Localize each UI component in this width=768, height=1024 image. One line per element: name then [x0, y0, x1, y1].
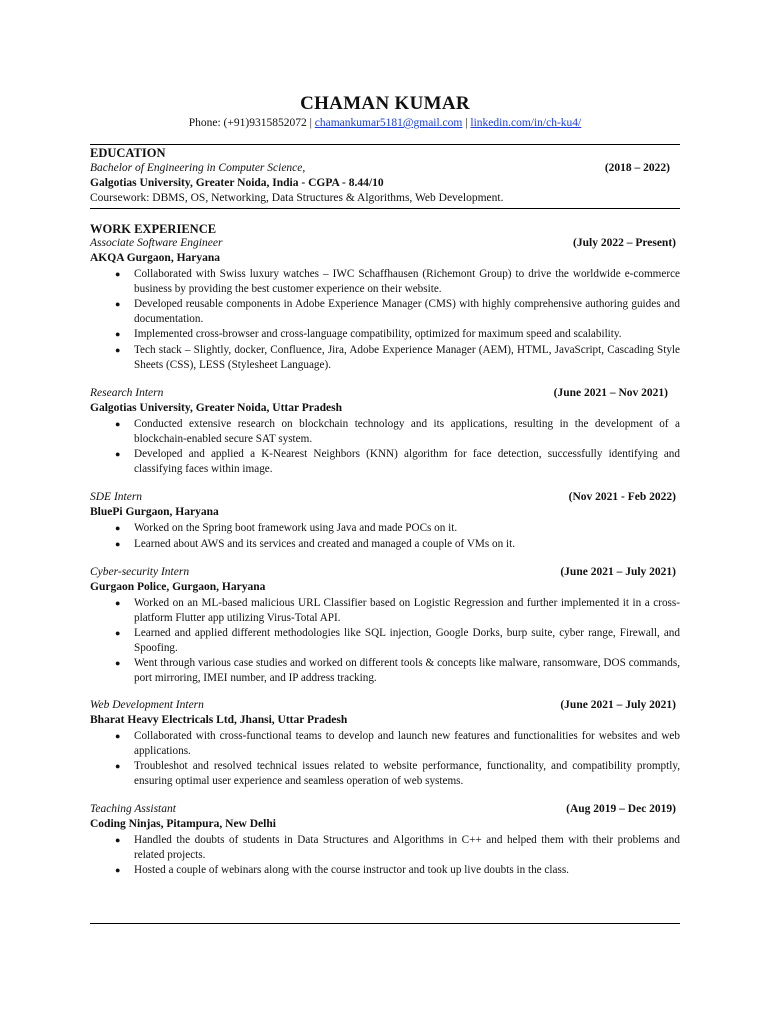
list-item: ● Learned about AWS and its services and created and managed a couple of VMs on it.: [115, 537, 516, 550]
list-item: ● Tech stack – Slightly, docker, Confluence, Jira, Adobe Experience Manager (AEM), HTML, JavaScript, Cascading Style Sheets (CSS), LESS (Stylesheet Language).: [115, 343, 680, 371]
list-item: ● Collaborated with cross-functional teams to develop and launch new features and functionalities for websites and web applications.: [115, 730, 680, 757]
bullet-icon: ●: [115, 523, 121, 533]
list-item: ● Worked on an ML-based malicious URL Classifier based on Logistic Regression and further implemented it in a cross-platform Flutter app utilizing Virus-Total API.: [115, 597, 680, 624]
list-item: ● Hosted a couple of webinars along with the course instructor and took up live doubts in the class.: [115, 864, 569, 877]
job-company: Gurgaon Police, Gurgaon, Haryana: [90, 581, 266, 593]
list-item: ● Went through various case studies and worked on different tools & concepts like malware, ransomware, DOS commands, port mirroring, IMEI number, and IP address tracking.: [115, 657, 680, 684]
bullet-icon: ●: [115, 449, 121, 460]
list-item: ● Developed and applied a K-Nearest Neighbors (KNN) algorithm for face detection, successfully identifying and classifying faces within image.: [115, 448, 680, 475]
bullet-icon: ●: [115, 329, 121, 340]
bullet-icon: ●: [115, 269, 121, 279]
list-item: ● Collaborated with Swiss luxury watches – IWC Schaffhausen (Richemont Group) to drive the worldwide e-commerce business by providing the best customer experience on their website.: [115, 268, 680, 295]
job-bullets: [90, 417, 680, 477]
work-heading: WORK EXPERIENCE: [90, 222, 217, 236]
job-bullets: [90, 521, 680, 552]
contact-line: [90, 117, 680, 129]
education-degree: Bachelor of Engineering in Computer Science,: [90, 162, 306, 174]
list-item: ● Learned and applied different methodologies like SQL injection, Google Dorks, burp suite, cyber range, Firewall, and Spoofing.: [115, 627, 680, 654]
education-coursework: Coursework: DBMS, OS, Networking, Data Structures & Algorithms, Web Development.: [90, 192, 504, 204]
education-institution: Galgotias University, Greater Noida, India - CGPA - 8.44/10: [90, 177, 384, 189]
bullet-icon: ●: [115, 761, 121, 772]
contact-separator: |: [462, 117, 471, 129]
list-item: ● Troubleshot and resolved technical issues related to website performance, functionality, and compatibility promptly, ensuring optimal user experience and seamless operation of web systems.: [115, 760, 680, 787]
job-role: SDE Intern: [90, 491, 143, 503]
job-company: AKQA Gurgaon, Haryana: [90, 252, 221, 264]
job-dates: (June 2021 – July 2021): [560, 699, 676, 711]
bullet-icon: ●: [115, 731, 121, 741]
job-company: Bharat Heavy Electricals Ltd, Jhansi, Uttar Pradesh: [90, 714, 348, 726]
job-role: Web Development Intern: [90, 699, 204, 711]
list-item: ● Handled the doubts of students in Data Structures and Algorithms in C++ and helped them with their problems and related projects.: [115, 834, 680, 861]
list-item: ● Worked on the Spring boot framework using Java and made POCs on it.: [115, 522, 458, 534]
bullet-icon: ●: [115, 419, 121, 429]
education-divider: [90, 208, 680, 209]
bullet-icon: ●: [115, 299, 121, 310]
phone-text: Phone: (+91)9315852072 |: [188, 117, 315, 129]
job-dates: (June 2021 – July 2021): [560, 566, 676, 578]
bullet-icon: ●: [115, 628, 121, 639]
job-company: Galgotias University, Greater Noida, Uttar Pradesh: [90, 402, 343, 414]
job-bullets: [90, 833, 680, 879]
bullet-icon: ●: [115, 344, 121, 355]
bullet-icon: ●: [115, 658, 121, 669]
linkedin-link[interactable]: linkedin.com/in/ch-ku4/: [470, 117, 582, 129]
job-bullets: [90, 729, 680, 789]
list-item: ● Conducted extensive research on blockchain technology and its applications, resulting in the development of a blockchain-enabled secure SAT system.: [115, 418, 680, 445]
job-dates: (June 2021 – Nov 2021): [553, 387, 668, 399]
job-role: Research Intern: [90, 387, 164, 399]
email-link[interactable]: chamankumar5181@gmail.com: [314, 117, 463, 129]
bullet-icon: ●: [115, 835, 121, 845]
job-role: Teaching Assistant: [90, 803, 176, 815]
education-dates: (2018 – 2022): [604, 162, 670, 174]
job-role: Cyber-security Intern: [90, 566, 190, 578]
job-company: Coding Ninjas, Pitampura, New Delhi: [90, 818, 276, 830]
list-item: ● Developed reusable components in Adobe Experience Manager (CMS) with highly comprehensive authoring guides and documentation.: [115, 298, 680, 325]
header-divider: [90, 144, 680, 145]
job-dates: (Aug 2019 – Dec 2019): [566, 803, 676, 815]
footer-divider: [90, 923, 680, 924]
bullet-icon: ●: [115, 865, 121, 876]
job-bullets: [90, 596, 680, 687]
job-company: BluePi Gurgaon, Haryana: [90, 506, 219, 518]
bullet-icon: ●: [115, 538, 121, 549]
candidate-name: CHAMAN KUMAR: [300, 93, 470, 114]
list-item: ● Implemented cross-browser and cross-language compatibility, optimized for maximum speed and scalability.: [115, 328, 622, 341]
job-dates: (Nov 2021 - Feb 2022): [568, 491, 676, 503]
job-role: Associate Software Engineer: [90, 237, 223, 249]
bullet-icon: ●: [115, 598, 121, 608]
job-dates: (July 2022 – Present): [573, 237, 676, 249]
job-bullets: [90, 267, 680, 373]
education-heading: EDUCATION: [90, 146, 166, 160]
